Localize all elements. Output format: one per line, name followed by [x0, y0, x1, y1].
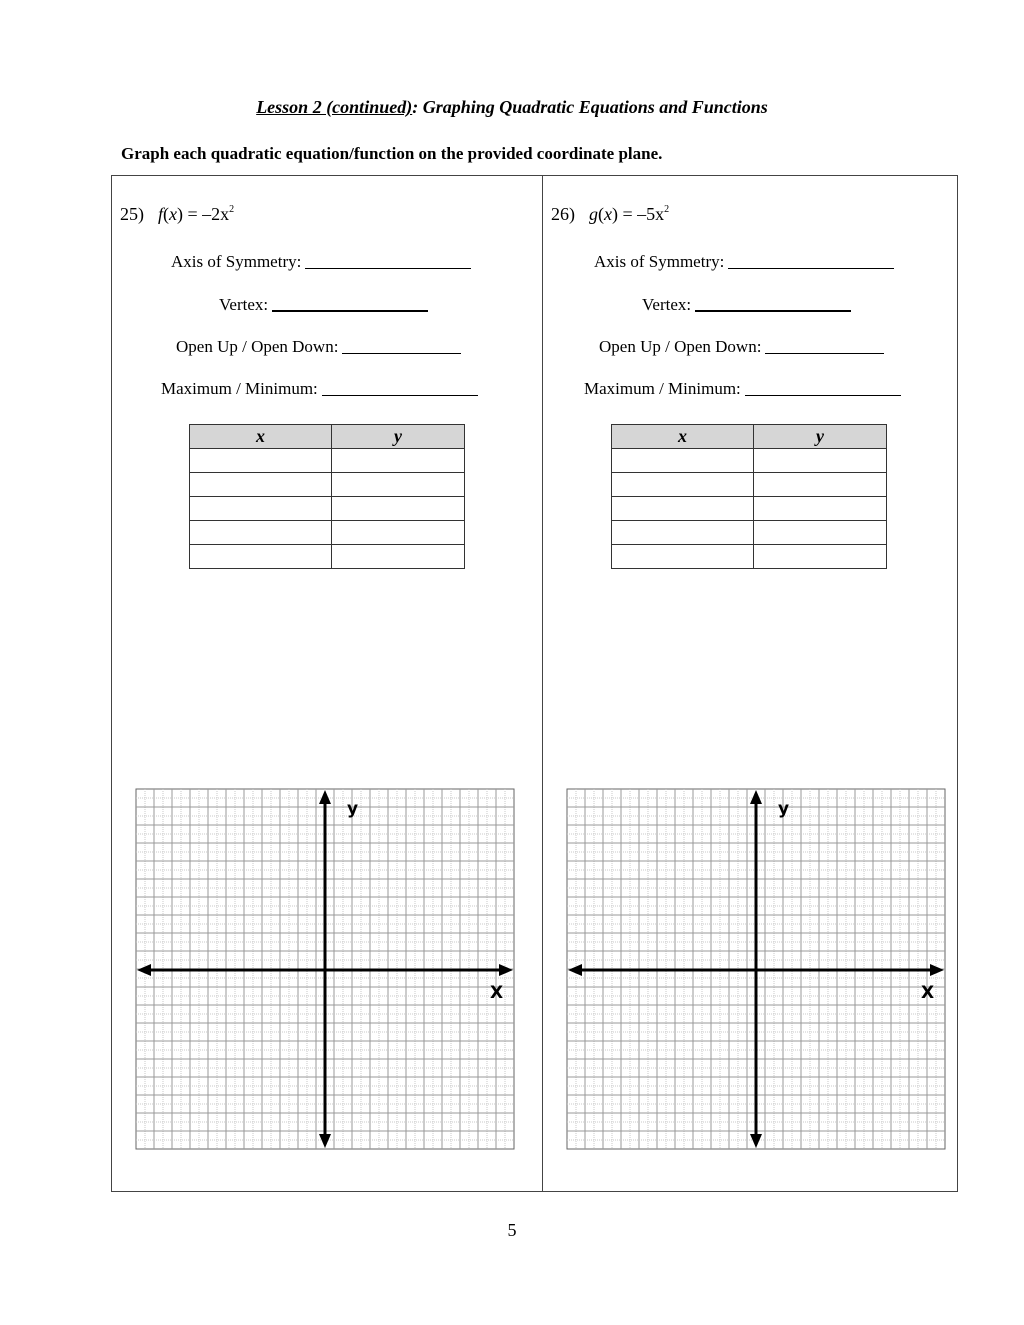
axis-of-symmetry-label: Axis of Symmetry:: [594, 252, 725, 271]
table-cell[interactable]: [190, 497, 332, 521]
table-row: [190, 449, 465, 473]
vertex-blank[interactable]: [695, 296, 851, 312]
vertex-blank[interactable]: [272, 296, 428, 312]
table-row: [190, 521, 465, 545]
table-row: [190, 545, 465, 569]
x-axis-label: X: [921, 983, 935, 1003]
vertex-field[interactable]: [642, 295, 851, 315]
exponent: 2: [664, 204, 670, 215]
problem-26-panel: [543, 176, 973, 1191]
table-cell[interactable]: [612, 473, 754, 497]
table-cell[interactable]: [332, 497, 465, 521]
table-row: [190, 473, 465, 497]
table-cell[interactable]: [332, 449, 465, 473]
table-cell[interactable]: [754, 521, 887, 545]
table-row: [612, 545, 887, 569]
y-axis-label: y: [347, 799, 359, 819]
table-cell[interactable]: [332, 521, 465, 545]
function-rhs: = –2x: [187, 204, 230, 224]
max-min-field[interactable]: [161, 379, 478, 399]
xy-table: [611, 424, 887, 569]
table-cell[interactable]: [332, 545, 465, 569]
table-cell[interactable]: [190, 473, 332, 497]
max-min-blank[interactable]: [745, 381, 901, 396]
table-cell[interactable]: [332, 473, 465, 497]
x-column-header: x: [190, 425, 332, 449]
x-column-header: x: [612, 425, 754, 449]
problem-number: 25): [120, 204, 144, 224]
max-min-label: Maximum / Minimum:: [161, 379, 318, 398]
table-cell[interactable]: [754, 497, 887, 521]
table-cell[interactable]: [754, 473, 887, 497]
problem-25-equation: 25) $f(x) = -2x^2$: [120, 204, 235, 224]
xy-table: [189, 424, 465, 569]
max-min-field[interactable]: [584, 379, 901, 399]
table-row: [190, 497, 465, 521]
table-cell[interactable]: [612, 497, 754, 521]
axis-of-symmetry-field[interactable]: [594, 252, 894, 272]
vertex-label: Vertex:: [642, 295, 692, 314]
y-column-header: y: [754, 425, 887, 449]
coordinate-plane[interactable]: [135, 788, 515, 1152]
axis-of-symmetry-field[interactable]: [171, 252, 471, 272]
axis-of-symmetry-label: Axis of Symmetry:: [171, 252, 302, 271]
table-row: [612, 521, 887, 545]
lesson-subtitle: : Graphing Quadratic Equations and Functions: [412, 97, 768, 117]
y-column-header: y: [332, 425, 465, 449]
table-cell[interactable]: [612, 545, 754, 569]
open-direction-blank[interactable]: [765, 339, 884, 354]
table-cell[interactable]: [190, 545, 332, 569]
problem-26-equation: 26) $g(x) = -5x^2$: [551, 204, 670, 224]
table-row: [612, 449, 887, 473]
page-title: [0, 97, 1024, 118]
function-variable: x: [604, 204, 612, 224]
y-axis-label: y: [778, 799, 790, 819]
problem-25-panel: [112, 176, 542, 1191]
open-direction-blank[interactable]: [342, 339, 461, 354]
instructions: Graph each quadratic equation/function on the provided coordinate plane.: [121, 144, 663, 163]
function-name: g: [589, 204, 598, 224]
function-variable: x: [169, 204, 178, 224]
table-cell[interactable]: [190, 521, 332, 545]
table-row: [612, 473, 887, 497]
function-name: f: [158, 204, 164, 224]
max-min-label: Maximum / Minimum:: [584, 379, 741, 398]
problem-number: 26): [551, 204, 575, 224]
axis-of-symmetry-blank[interactable]: [728, 254, 894, 269]
vertex-label: Vertex:: [219, 295, 269, 314]
function-rhs: = –5x: [622, 204, 665, 224]
table-cell[interactable]: [190, 449, 332, 473]
open-direction-label: Open Up / Open Down:: [599, 337, 762, 356]
open-direction-field[interactable]: [176, 337, 461, 357]
open-direction-field[interactable]: [599, 337, 884, 357]
table-cell[interactable]: [754, 545, 887, 569]
table-row: [612, 497, 887, 521]
open-direction-label: Open Up / Open Down:: [176, 337, 339, 356]
vertex-field[interactable]: [219, 295, 428, 315]
table-cell[interactable]: [754, 449, 887, 473]
exponent: 2: [229, 204, 235, 215]
page-number: 5: [507, 1220, 517, 1240]
table-cell[interactable]: [612, 449, 754, 473]
coordinate-plane[interactable]: [566, 788, 946, 1152]
axis-of-symmetry-blank[interactable]: [305, 254, 471, 269]
table-cell[interactable]: [612, 521, 754, 545]
x-axis-label: X: [490, 983, 504, 1003]
max-min-blank[interactable]: [322, 381, 478, 396]
lesson-label: Lesson 2 (continued): [256, 97, 413, 117]
